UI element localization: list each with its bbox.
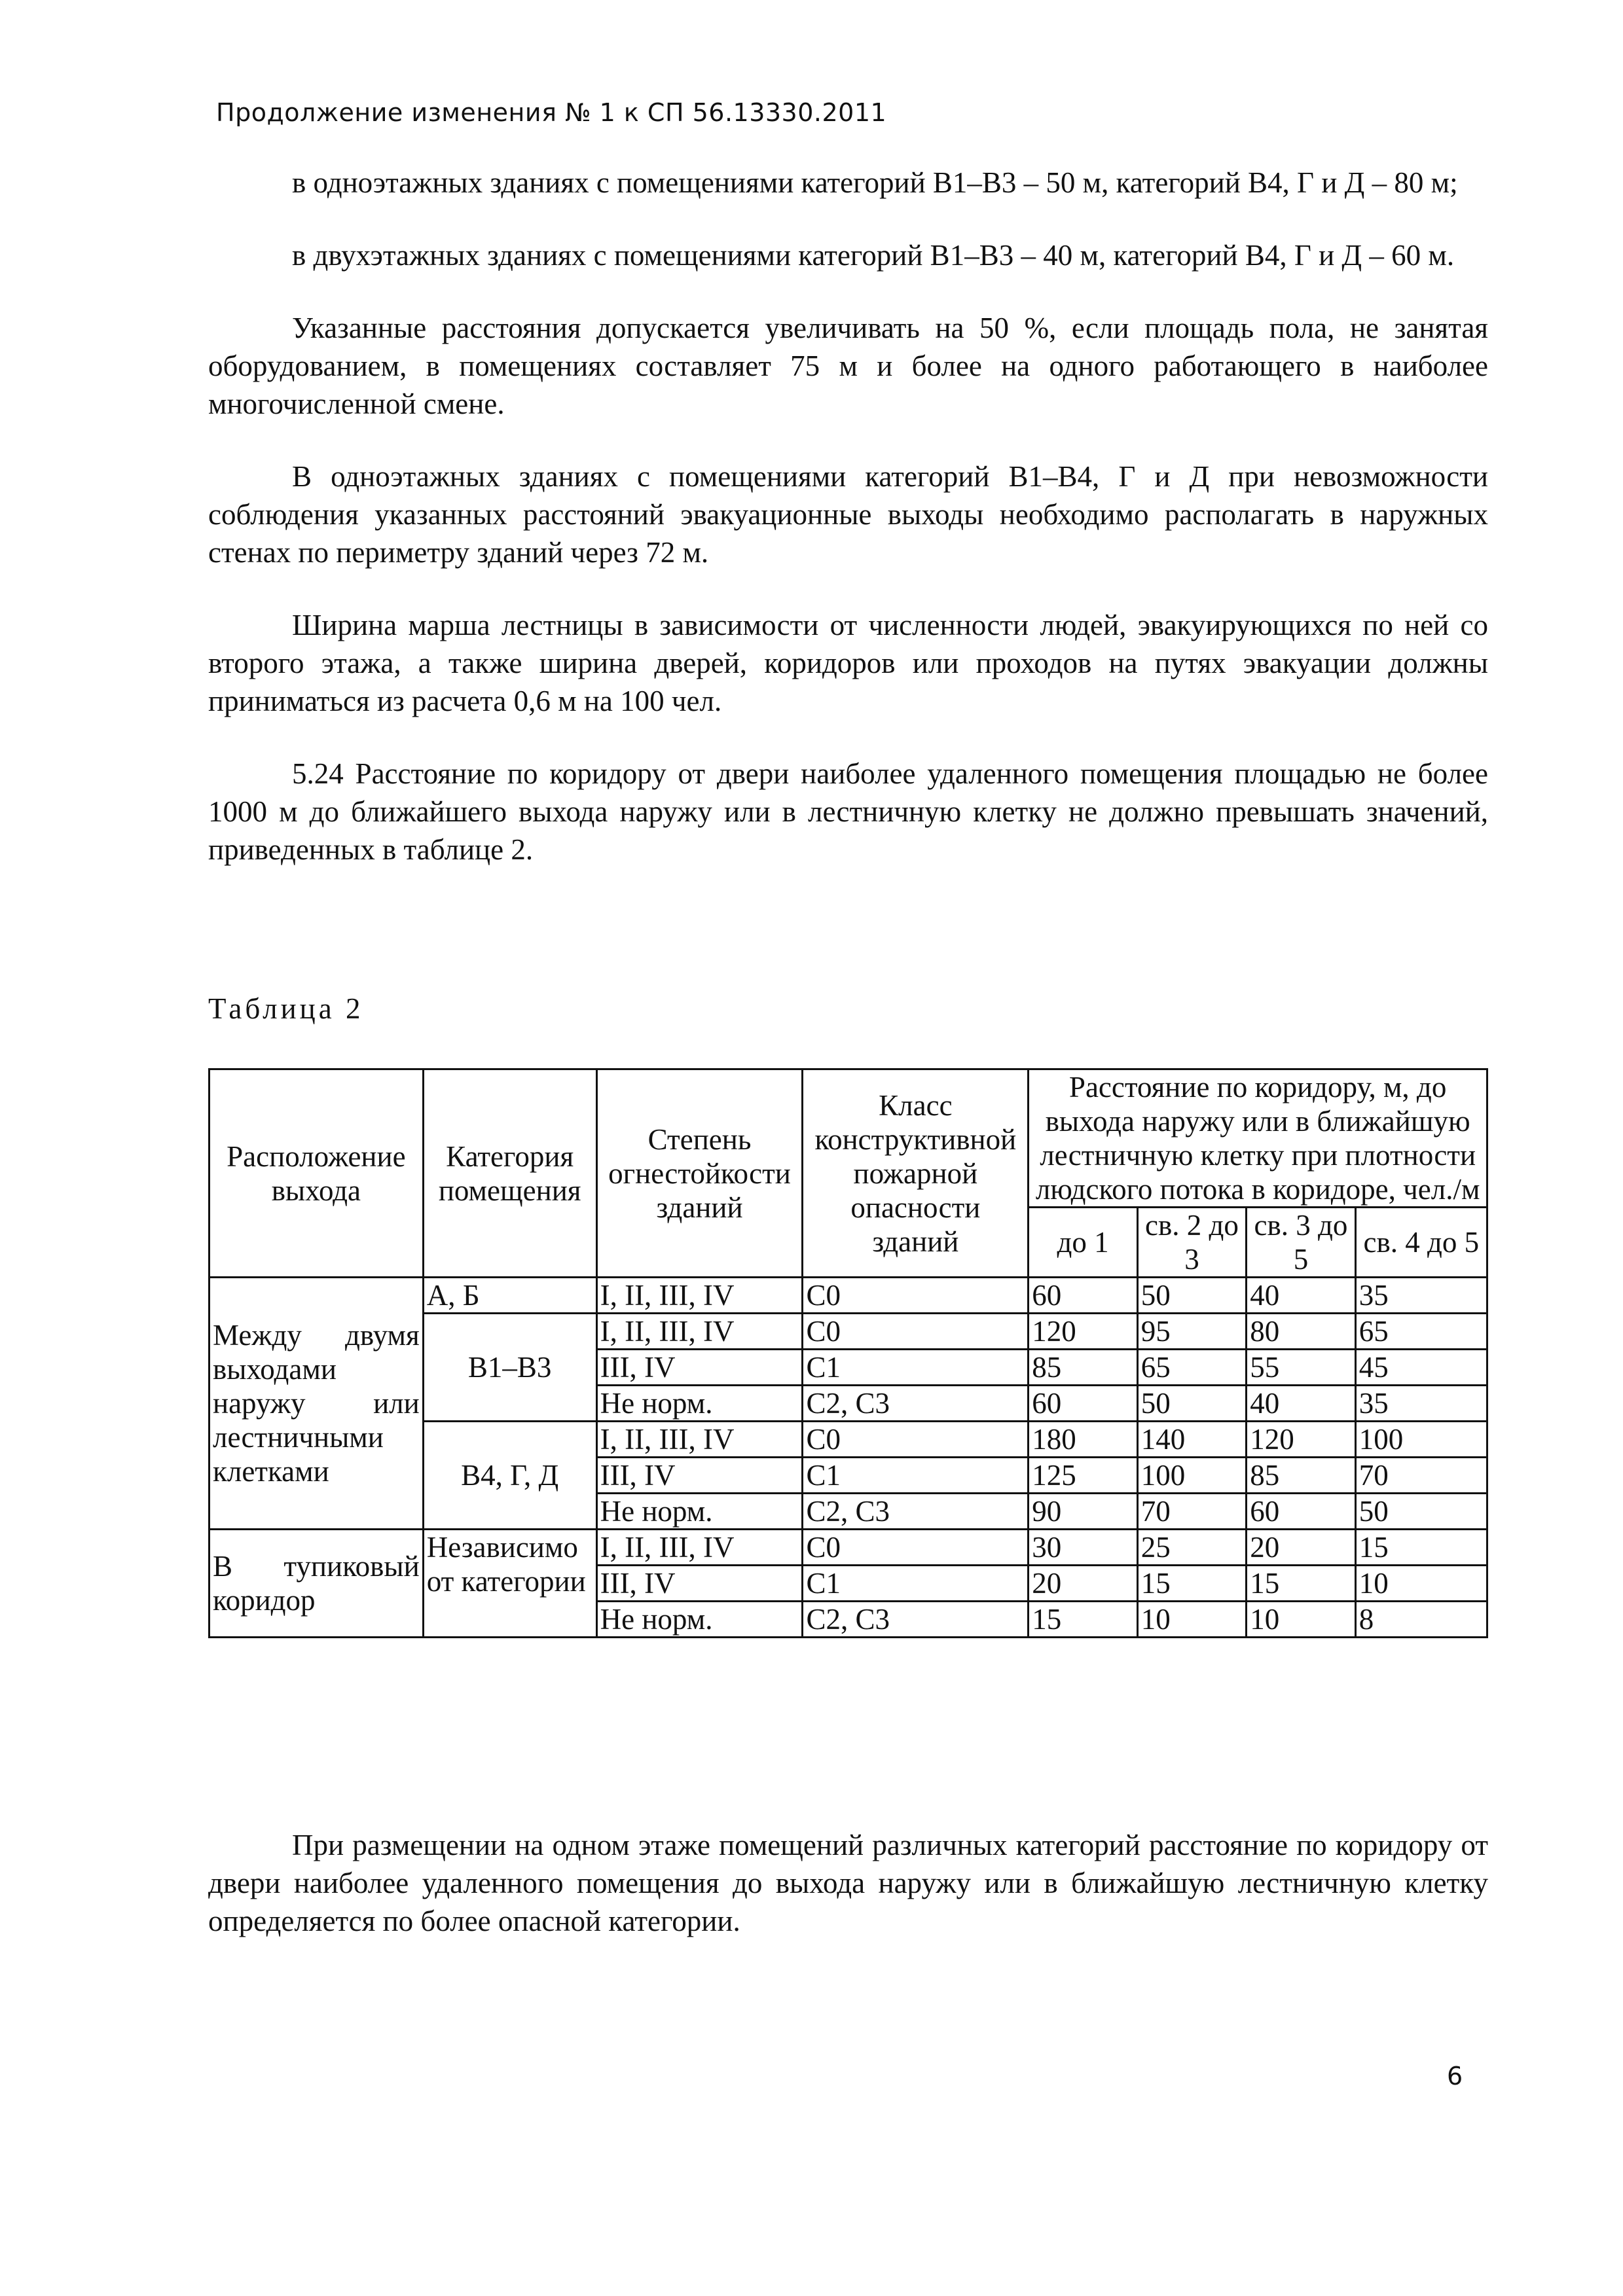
value-cell: 90: [1029, 1494, 1137, 1530]
value-cell: 10: [1247, 1602, 1355, 1638]
table-row: [210, 1530, 1487, 1566]
resistance-cell: I, II, III, IV: [596, 1314, 803, 1350]
class-cell: С1: [803, 1350, 1029, 1386]
resistance-cell: Не норм.: [596, 1386, 803, 1422]
value-cell: 85: [1247, 1458, 1355, 1494]
value-cell: 35: [1355, 1278, 1487, 1314]
value-cell: 120: [1247, 1422, 1355, 1458]
value-cell: 10: [1137, 1602, 1246, 1638]
class-cell: С0: [803, 1314, 1029, 1350]
value-cell: 15: [1355, 1530, 1487, 1566]
value-cell: 140: [1137, 1422, 1246, 1458]
location-dead-end: В тупиковый коридор: [210, 1530, 424, 1638]
value-cell: 60: [1247, 1494, 1355, 1530]
value-cell: 20: [1029, 1566, 1137, 1602]
paragraph-two-storey: в двухэтажных зданиях с помещениями категорий В1–В3 – 40 м, категорий В4, Г и Д – 60 м.: [292, 239, 1455, 272]
value-cell: 65: [1355, 1314, 1487, 1350]
resistance-cell: I, II, III, IV: [596, 1422, 803, 1458]
value-cell: 60: [1029, 1386, 1137, 1422]
value-cell: 85: [1029, 1350, 1137, 1386]
value-cell: 65: [1137, 1350, 1246, 1386]
header-density-3: св. 3 до 5: [1247, 1208, 1355, 1278]
location-between-exits: Между двумя выходами наружу или лестничными клетками: [210, 1278, 424, 1530]
value-cell: 50: [1355, 1494, 1487, 1530]
paragraph-perimeter-exits: В одноэтажных зданиях с помещениями категорий В1–В4, Г и Д при невозможности соблюдения указанных расстояний эвакуационные выходы необходимо располагать в наружных стенах по периметру зданий через 72 м.: [208, 460, 1488, 569]
resistance-cell: Не норм.: [596, 1494, 803, 1530]
resistance-cell: III, IV: [596, 1566, 803, 1602]
paragraph-one-storey: в одноэтажных зданиях с помещениями категорий В1–В3 – 50 м, категорий В4, Г и Д – 80 м;: [292, 166, 1458, 199]
value-cell: 55: [1247, 1350, 1355, 1386]
class-cell: С0: [803, 1278, 1029, 1314]
value-cell: 95: [1137, 1314, 1246, 1350]
class-cell: С0: [803, 1530, 1029, 1566]
header-density-2: св. 2 до 3: [1137, 1208, 1246, 1278]
value-cell: 25: [1137, 1530, 1246, 1566]
value-cell: 100: [1137, 1458, 1246, 1494]
value-cell: 80: [1247, 1314, 1355, 1350]
document-body: [208, 164, 1488, 1937]
header-fire-class: Класс конструктивной пожарной опасности зданий: [803, 1069, 1029, 1278]
resistance-cell: Не норм.: [596, 1602, 803, 1638]
value-cell: 30: [1029, 1530, 1137, 1566]
value-cell: 125: [1029, 1458, 1137, 1494]
category-cell: В4, Г, Д: [423, 1422, 596, 1530]
class-cell: С2, С3: [803, 1494, 1029, 1530]
value-cell: 180: [1029, 1422, 1137, 1458]
category-cell: Независимо от категории: [423, 1530, 596, 1638]
value-cell: 70: [1355, 1458, 1487, 1494]
value-cell: 40: [1247, 1278, 1355, 1314]
value-cell: 15: [1247, 1566, 1355, 1602]
evacuation-distance-table: [208, 1068, 1488, 1638]
value-cell: 8: [1355, 1602, 1487, 1638]
header-fire-resistance: Степень огнестойкости зданий: [596, 1069, 803, 1278]
class-cell: С0: [803, 1422, 1029, 1458]
table-header-row: [210, 1069, 1487, 1208]
class-cell: С1: [803, 1458, 1029, 1494]
value-cell: 10: [1355, 1566, 1487, 1602]
resistance-cell: I, II, III, IV: [596, 1278, 803, 1314]
class-cell: С1: [803, 1566, 1029, 1602]
value-cell: 20: [1247, 1530, 1355, 1566]
paragraph-clause-5-24: 5.24 Расстояние по коридору от двери наиболее удаленного помещения площадью не более 1000 м до ближайшего выхода наружу или в лестничную клетку не должно превышать значений, приведенных в таблице 2.: [208, 757, 1488, 866]
class-cell: С2, С3: [803, 1386, 1029, 1422]
value-cell: 35: [1355, 1386, 1487, 1422]
value-cell: 50: [1137, 1278, 1246, 1314]
resistance-cell: I, II, III, IV: [596, 1530, 803, 1566]
paragraph-closing: При размещении на одном этаже помещений различных категорий расстояние по коридору от двери наиболее удаленного помещения до выхода наружу или в ближайшую лестничную клетку определяется по более опасной категории.: [208, 1829, 1488, 1937]
resistance-cell: III, IV: [596, 1458, 803, 1494]
document-header: Продолжение изменения № 1 к СП 56.13330.2011: [216, 98, 887, 127]
value-cell: 50: [1137, 1386, 1246, 1422]
table-row: [210, 1278, 1487, 1314]
category-cell: А, Б: [423, 1278, 596, 1314]
value-cell: 40: [1247, 1386, 1355, 1422]
value-cell: 100: [1355, 1422, 1487, 1458]
header-density-1: до 1: [1029, 1208, 1137, 1278]
value-cell: 15: [1029, 1602, 1137, 1638]
page-number: 6: [1447, 2062, 1463, 2090]
paragraph-increase: Указанные расстояния допускается увеличивать на 50 %, если площадь пола, не занятая оборудованием, в помещениях составляет 75 м и более на одного работающего в наиболее многочисленной смене.: [208, 312, 1488, 420]
category-cell: В1–В3: [423, 1314, 596, 1422]
resistance-cell: III, IV: [596, 1350, 803, 1386]
value-cell: 120: [1029, 1314, 1137, 1350]
header-density-4: св. 4 до 5: [1355, 1208, 1487, 1278]
class-cell: С2, С3: [803, 1602, 1029, 1638]
header-category: Категория помещения: [423, 1069, 596, 1278]
header-distance: Расстояние по коридору, м, до выхода наружу или в ближайшую лестничную клетку при плотности людского потока в коридоре, чел./м: [1029, 1069, 1487, 1208]
table-caption: Таблица 2: [208, 992, 364, 1025]
value-cell: 60: [1029, 1278, 1137, 1314]
value-cell: 45: [1355, 1350, 1487, 1386]
value-cell: 70: [1137, 1494, 1246, 1530]
paragraph-stair-width: Ширина марша лестницы в зависимости от численности людей, эвакуирующихся по ней со второго этажа, а также ширина дверей, коридоров или проходов на путях эвакуации должны приниматься из расчета 0,6 м на 100 чел.: [208, 609, 1488, 717]
header-location: Расположение выхода: [210, 1069, 424, 1278]
value-cell: 15: [1137, 1566, 1246, 1602]
